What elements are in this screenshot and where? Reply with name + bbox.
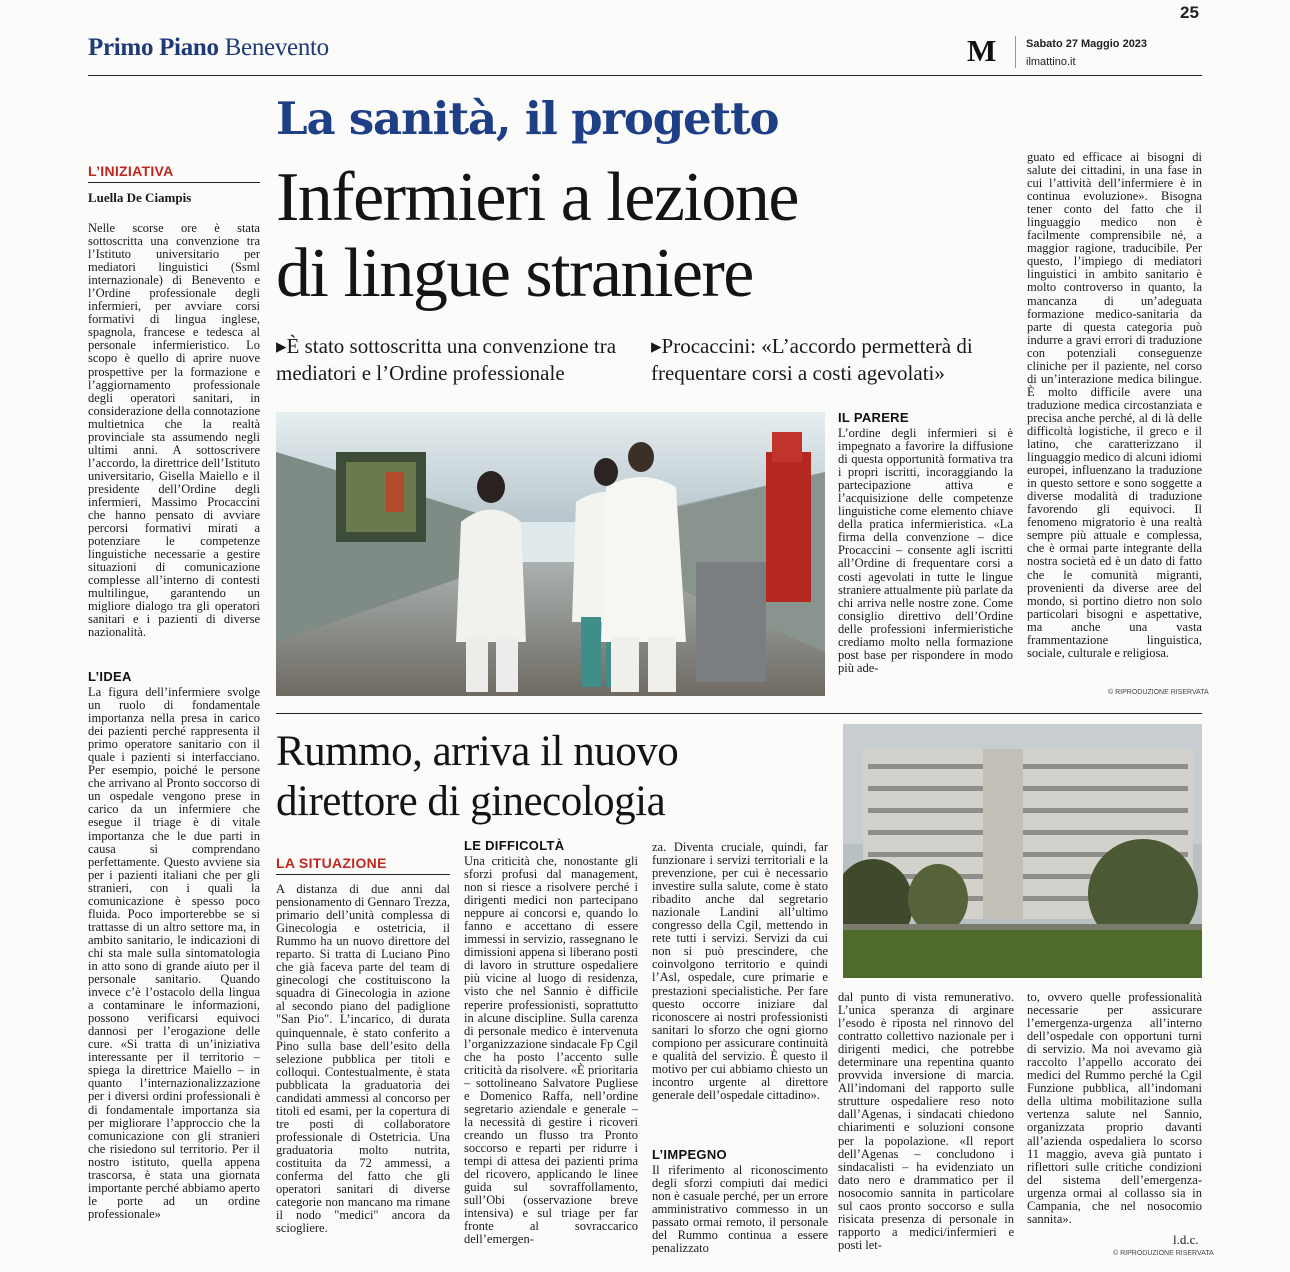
right-column-text: guato ed efficace ai bisogni di salute dei cittadini, in una fase in cui l’attività dell’infermiere è in continua evoluzione». Bisogna tener conto del fatto che il linguaggio medico non è facilmente comprensibile né, a maggior ragione, traducibile. Per questo, l’impiego di mediatori linguistici in ambito sanitario è molto controverso in quanto, la mancanza di un’adeguata formazione medico-sanitaria da parte di questa categoria può indurre a gravi errori di traduzione con potenziali conseguenze cliniche per il paziente, nel corso di un’interazione medica bilingue. È molto difficile avere una traduzione medica circostanziata e precisa anche perché, al di là delle difficoltà logistiche, il greco e il latino, che caratterizzano il linguaggio medico di alcuni idiomi europei, influenzano la traduzione in questo settore e sono soggette a diverse modalità di traduzione favorendo gli equivoci. Il fenomeno migratorio è una realtà sempre più attuale e complessa, che è ormai parte integrante della nostra società ed è un dato di fatto che le comunità migranti, provenienti da diverse aree del mondo, si portino dietro non solo particolari bisogni e aspettative, ma anche una vasta frammentazione linguistica, sociale, culturale e religiosa. [1027, 150, 1202, 660]
idea-text: La figura dell’infermiere svolge un ruolo di fondamentale importanza nella presa in carico dei pazienti perché rappresenta il primo operatore sanitario con il quale i pazienti si interfacciano. Per esempio, poiché le persone che arrivano al Pronto soccorso di un ospedale vengono prese in carico da un infermiere che esegue il triage è di vitale importanza che le due parti in causa si comprendano perfettamente. Questo avviene sia per i pazienti italiani che per gli stranieri, con i quali la comunicazione è spesso poco fluida. Poco importerebbe se si trattasse di un altro settore ma, in ambito sanitario, le indicazioni di chi sta male sulla sintomatologia in atto sono di grande aiuto per il personale sanitario. Quando invece c’è l’ostacolo della lingua a contaminare le informazioni, possono verificarsi equivoci dannosi per l’erogazione delle cure. «Si tratta di un’iniziativa interessante per il territorio – spiega la direttrice Maiello – in quanto l’internazionalizzazione per i diversi ordini professionali è di fondamentale importanza sia per migliorare l’approccio che la comunicazione con gli stranieri che risiedono sul territorio. Per il nostro istituto, quella appena trascorsa, è stata una giornata importante perché abbiamo aperto le porte ad un ordine professionale» [88, 685, 260, 1221]
headline-line-1: Infermieri a lezione [276, 159, 798, 236]
byline: Luella De Ciampis [88, 190, 192, 205]
impegno-text: Il riferimento al riconoscimento degli sforzi compiuti dai medici non è casuale perché, per un errore amministrativo commesso in un passato ormai remoto, il personale del Rummo continua a essere penalizzato [652, 1163, 828, 1256]
headline-2 [276, 727, 816, 827]
column-3-text: za. Diventa cruciale, quindi, far funzionare i servizi territoriali e la prevenzione, per cui è necessario investire sulla salute, come è stato ribadito anche dal segretario nazionale Landini all’ultimo congresso della Cgil, mettendo in rete tutti i servizi. Servizi da cui non si può prescindere, che coinvolgono territorio e quindi l’Asl, ospedale, cure primarie e prestazioni specialistiche. Per fare questo occorre iniziare dal riconoscere ai nostri professionisti sanitari lo sforzo che ogni giorno compiono per assicurare continuità e qualità del servizio. È questo il motivo per cui abbiamo chiesto un incontro urgente al direttore generale dell’ospedale cittadino». [652, 840, 828, 1102]
label-situazione: LA SITUAZIONE [276, 855, 387, 871]
difficolta-text: Una criticità che, nonostante gli sforzi profusi dal management, non si riesce a risolvere perché i dirigenti medici non partecipano neppure ai concorsi e, quando lo fanno e accettano di essere immessi in servizio, rassegnano le dimissioni appena si liberano posti di lavoro in strutture ospedaliere più vicine al luogo di residenza, visto che nel Sannio è difficile reperire professionisti, soprattutto in alcune discipline. Sulla carenza di personale medico è intervenuta l’organizzazione sindacale Fp Cgil che ha posto l’accento sulle criticità da risolvere. «È prioritaria – sottolineano Salvatore Pugliese e Domenico Raffa, nell’ordine segretario aziendale e generale – la necessità di gestire i ricoveri creando un flusso tra Pronto soccorso e reparti per ridurre i tempi di attesa dei pazienti prima del ricovero, applicando le linee guida sul sovraffollamento, sull’Obi (osservazione breve intensiva) e sul triage per far fronte al sovraccarico dell’emergen- [464, 854, 638, 1247]
headline-2-line-2: direttore di ginecologia [276, 778, 666, 825]
headline [276, 160, 996, 312]
signature: l.d.c. [1173, 1232, 1199, 1247]
section-city: Benevento [224, 34, 329, 61]
page-number: 25 [1180, 3, 1199, 22]
headline-2-line-1: Rummo, arriva il nuovo [276, 728, 679, 775]
copyright-bottom: © RIPRODUZIONE RISERVATA [1113, 1250, 1214, 1257]
label-rule [88, 182, 260, 183]
label-parere: IL PARERE [838, 410, 909, 425]
column-4-text: dal punto di vista remunerativo. L’unica speranza di arginare l’esodo è riposta nel rinnovo del contratto collettivo nazionale per i dirigenti medici, che potrebbe determinare una repentina quanto provvida inversione di marcia. All’indomani del rapporto sulle strutture ospedaliere reso noto dall’Agenas, i sindacati chiedono chiarimenti e soluzioni consone per la popolazione. «Il report dell’Agenas – concludono i sindacalisti – ha evidenziato un dato nero e drammatico per il nosocomio sannita in particolare sul caos pronto soccorso e sulla risicata presenza di personale in rapporto a medici/infermieri e posti let- [838, 990, 1014, 1252]
intro-text: Nelle scorse ore è stata sottoscritta una convenzione tra l’Istituto universitario per mediatori linguistici (Ssml internazionale) di Benevento e l’Ordine professionale degli infermieri, per avviare corsi formativi di lingua inglese, spagnola, francese e tedesca al personale infermieristico. Lo scopo è quello di aprire nuove prospettive per la formazione e l’aggiornamento professionale degli operatori sanitari, in considerazione della connotazione multietnica che la realtà provinciale sta assumendo negli ultimi anni. A sottoscrivere l’accordo, la direttrice dell’Istituto universitario, Gisella Maiello e il presidente dell’Ordine degli infermieri, Massimo Procaccini che hanno pensato di avviare percorsi formativi mirati a potenziare le competenze linguistiche necessarie a gestire situazioni di comunicazione complesse all’interno di contesti multilingue, garantendo un migliore dialogo tra gli operatori sanitari e i pazienti di diverse nazionalità. [88, 221, 260, 640]
subheading-2: ▸Procaccini: «L’accordo permetterà di frequentare corsi a costi agevolati» [651, 334, 973, 385]
website: ilmattino.it [1026, 56, 1076, 68]
section-title: Primo Piano [88, 34, 219, 61]
header-divider [1015, 36, 1016, 68]
nurses-corridor-photo [276, 412, 825, 696]
copyright-top: © RIPRODUZIONE RISERVATA [1108, 689, 1209, 696]
header-rule [88, 75, 1202, 76]
situazione-text: A distanza di due anni dal pensionamento di Gennaro Trezza, primario dell’unità complessa di Ginecologia e ostetricia, il Rummo ha un nuovo direttore del reparto. Si tratta di Luciano Pino che già faceva parte del team di ginecologi che costituiscono la squadra di Ginecologia in azione al secondo piano del padiglione "San Pio". L’incarico, di durata quinquennale, è stato conferito a Pino sulla base dell’esito della selezione pubblica per titoli e colloqui. Contestualmente, è stata pubblicata la graduatoria dei candidati ammessi al concorso per titoli ed esami, per la copertura di tre posti di collaboratore professionale di Ostetricia. Una graduatoria molto nutrita, costituita da 72 ammessi, a conferma del fatto che gli operatori sanitari di diverse categorie non mancano ma rimane il nodo "medici" ancora da sciogliere. [276, 882, 450, 1236]
headline-line-2: di lingue straniere [276, 235, 753, 312]
hospital-building-photo [843, 724, 1202, 978]
label-impegno: L’IMPEGNO [652, 1147, 727, 1162]
column-5-text: to, ovvero quelle professionalità necessarie per assicurare l’emergenza-urgenza all’interno dell’ospedale con opportuni turni di servizio. Ma noi avevamo già raccolto l’appello accorato dei medici del Rummo perché la Cgil Funzione pubblica, all’indomani della ultima mobilitazione sulla vertenza salute nel Sannio, organizzata proprio davanti all’azienda ospedaliera lo scorso 11 maggio, aveva già puntato i riflettori sulle critiche condizioni del sistema dell’emergenza-urgenza ormai al collasso sia in Campania, che nel nosocomio sannita». [1027, 990, 1202, 1226]
label-iniziativa: L’INIZIATIVA [88, 163, 174, 179]
newspaper-logo: M [967, 33, 997, 68]
label-difficolta: LE DIFFICOLTÀ [464, 838, 565, 853]
label-rule-2 [276, 874, 450, 875]
label-idea: L’IDEA [88, 669, 132, 684]
section-header [88, 34, 329, 62]
issue-date: Sabato 27 Maggio 2023 [1026, 38, 1148, 50]
parere-text: L’ordine degli infermieri si è impegnato a favorire la diffusione di questa opportunità formativa tra i propri iscritti, incoraggiando la partecipazione attiva e l’acquisizione delle competenze linguistiche come elemento chiave della pratica infermieristica. «La firma della convenzione – dice Procaccini – consente agli iscritti all’Ordine di frequentare corsi a costi agevolati in tutte le lingue straniere attualmente più parlate da chi arriva nelle nostre zone. Come consiglio direttivo dell’Ordine delle professioni infermieristiche crediamo molto nella formazione post base per rispondere in modo più ade- [838, 426, 1013, 675]
story-divider [276, 713, 1202, 714]
subheading-1: ▸È stato sottoscritta una convenzione tra mediatori e l’Ordine professionale [276, 334, 617, 385]
kicker: La sanità, il progetto [276, 92, 779, 145]
